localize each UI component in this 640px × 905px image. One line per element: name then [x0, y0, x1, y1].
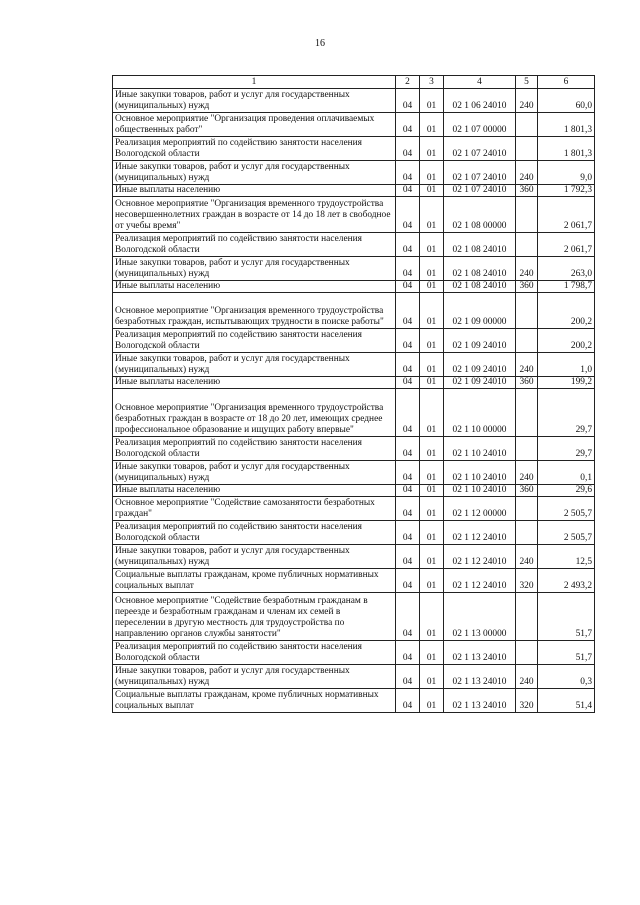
row-target-code: 02 1 08 00000	[444, 197, 516, 233]
row-subsection: 01	[420, 353, 444, 377]
header-cell: 3	[420, 76, 444, 89]
row-subsection: 01	[420, 89, 444, 113]
row-section: 04	[396, 689, 420, 713]
row-target-code: 02 1 08 24010	[444, 233, 516, 257]
row-expense-type: 240	[516, 461, 538, 485]
row-subsection: 01	[420, 593, 444, 641]
row-description: Иные закупки товаров, работ и услуг для государственных (муниципальных) нужд	[113, 161, 396, 185]
row-section: 04	[396, 461, 420, 485]
row-subsection: 01	[420, 161, 444, 185]
row-amount: 9,0	[538, 161, 595, 185]
header-row	[113, 76, 595, 89]
row-subsection: 01	[420, 569, 444, 593]
row-amount: 29,6	[538, 485, 595, 497]
row-amount: 1,0	[538, 353, 595, 377]
row-subsection: 01	[420, 497, 444, 521]
row-target-code: 02 1 13 24010	[444, 641, 516, 665]
row-section: 04	[396, 485, 420, 497]
row-section: 04	[396, 521, 420, 545]
row-expense-type	[516, 593, 538, 641]
row-section: 04	[396, 545, 420, 569]
row-section: 04	[396, 293, 420, 329]
row-amount: 200,2	[538, 293, 595, 329]
row-subsection: 01	[420, 641, 444, 665]
table-row	[113, 497, 595, 521]
row-target-code: 02 1 07 00000	[444, 113, 516, 137]
table-row	[113, 593, 595, 641]
table-row	[113, 281, 595, 293]
row-target-code: 02 1 13 24010	[444, 665, 516, 689]
row-amount: 1 801,3	[538, 137, 595, 161]
row-expense-type: 320	[516, 569, 538, 593]
row-target-code: 02 1 09 00000	[444, 293, 516, 329]
row-amount: 263,0	[538, 257, 595, 281]
header-cell: 1	[113, 76, 396, 89]
row-description: Основное мероприятие "Содействие самозанятости безработных граждан"	[113, 497, 396, 521]
budget-table	[112, 75, 595, 713]
row-amount: 199,2	[538, 377, 595, 389]
row-subsection: 01	[420, 437, 444, 461]
row-subsection: 01	[420, 137, 444, 161]
row-section: 04	[396, 641, 420, 665]
table-row	[113, 233, 595, 257]
row-description: Реализация мероприятий по содействию занятости населения Вологодской области	[113, 137, 396, 161]
row-description: Иные закупки товаров, работ и услуг для государственных (муниципальных) нужд	[113, 461, 396, 485]
row-section: 04	[396, 665, 420, 689]
row-subsection: 01	[420, 389, 444, 437]
row-amount: 29,7	[538, 437, 595, 461]
row-target-code: 02 1 09 24010	[444, 353, 516, 377]
row-expense-type	[516, 437, 538, 461]
table-row	[113, 569, 595, 593]
row-amount: 2 505,7	[538, 497, 595, 521]
table-row	[113, 377, 595, 389]
row-description: Иные выплаты населению	[113, 281, 396, 293]
row-description: Основное мероприятие "Организация проведения оплачиваемых общественных работ"	[113, 113, 396, 137]
row-section: 04	[396, 89, 420, 113]
row-expense-type: 240	[516, 665, 538, 689]
row-expense-type	[516, 197, 538, 233]
row-amount: 0,3	[538, 665, 595, 689]
row-expense-type: 240	[516, 353, 538, 377]
row-amount: 2 061,7	[538, 197, 595, 233]
table-row	[113, 521, 595, 545]
table-row	[113, 197, 595, 233]
header-cell: 4	[444, 76, 516, 89]
row-subsection: 01	[420, 461, 444, 485]
row-expense-type	[516, 137, 538, 161]
row-amount: 60,0	[538, 89, 595, 113]
row-subsection: 01	[420, 545, 444, 569]
row-section: 04	[396, 257, 420, 281]
row-section: 04	[396, 113, 420, 137]
row-target-code: 02 1 10 24010	[444, 485, 516, 497]
row-target-code: 02 1 12 00000	[444, 497, 516, 521]
row-amount: 2 505,7	[538, 521, 595, 545]
row-description: Реализация мероприятий по содействию занятости населения Вологодской области	[113, 329, 396, 353]
row-section: 04	[396, 233, 420, 257]
row-subsection: 01	[420, 197, 444, 233]
row-subsection: 01	[420, 113, 444, 137]
row-expense-type	[516, 497, 538, 521]
row-description: Основное мероприятие "Содействие безработным гражданам в переезде и безработным гражданам и членам их семей в переселении в другую местность для трудоустройства по направлению органов службы занятости"	[113, 593, 396, 641]
row-description: Реализация мероприятий по содействию занятости населения Вологодской области	[113, 437, 396, 461]
row-subsection: 01	[420, 329, 444, 353]
table-row	[113, 257, 595, 281]
table-row	[113, 437, 595, 461]
table-row	[113, 113, 595, 137]
row-subsection: 01	[420, 521, 444, 545]
row-subsection: 01	[420, 377, 444, 389]
row-expense-type	[516, 113, 538, 137]
row-subsection: 01	[420, 257, 444, 281]
table-row	[113, 137, 595, 161]
page-number: 16	[315, 38, 325, 49]
row-description: Реализация мероприятий по содействию занятости населения Вологодской области	[113, 641, 396, 665]
row-expense-type: 240	[516, 161, 538, 185]
row-section: 04	[396, 389, 420, 437]
row-section: 04	[396, 593, 420, 641]
row-target-code: 02 1 10 24010	[444, 461, 516, 485]
table-row	[113, 161, 595, 185]
header-cell: 5	[516, 76, 538, 89]
row-expense-type: 360	[516, 377, 538, 389]
row-subsection: 01	[420, 485, 444, 497]
row-target-code: 02 1 13 00000	[444, 593, 516, 641]
row-amount: 200,2	[538, 329, 595, 353]
row-target-code: 02 1 10 24010	[444, 437, 516, 461]
row-target-code: 02 1 09 24010	[444, 329, 516, 353]
row-amount: 12,5	[538, 545, 595, 569]
row-section: 04	[396, 497, 420, 521]
row-target-code: 02 1 13 24010	[444, 689, 516, 713]
row-amount: 1 792,3	[538, 185, 595, 197]
row-amount: 51,4	[538, 689, 595, 713]
row-target-code: 02 1 12 24010	[444, 569, 516, 593]
row-description: Реализация мероприятий по содействию занятости населения Вологодской области	[113, 521, 396, 545]
row-description: Реализация мероприятий по содействию занятости населения Вологодской области	[113, 233, 396, 257]
row-amount: 51,7	[538, 593, 595, 641]
row-subsection: 01	[420, 665, 444, 689]
row-subsection: 01	[420, 233, 444, 257]
row-target-code: 02 1 08 24010	[444, 257, 516, 281]
table-row	[113, 353, 595, 377]
row-subsection: 01	[420, 689, 444, 713]
table-row	[113, 485, 595, 497]
row-target-code: 02 1 12 24010	[444, 545, 516, 569]
row-expense-type: 360	[516, 485, 538, 497]
row-section: 04	[396, 137, 420, 161]
row-amount: 51,7	[538, 641, 595, 665]
table-row	[113, 689, 595, 713]
row-subsection: 01	[420, 281, 444, 293]
table-row	[113, 89, 595, 113]
table-row	[113, 545, 595, 569]
row-section: 04	[396, 281, 420, 293]
row-amount: 29,7	[538, 389, 595, 437]
row-section: 04	[396, 437, 420, 461]
row-target-code: 02 1 10 00000	[444, 389, 516, 437]
row-expense-type	[516, 293, 538, 329]
row-expense-type	[516, 521, 538, 545]
row-amount: 2 493,2	[538, 569, 595, 593]
row-expense-type: 240	[516, 89, 538, 113]
row-expense-type	[516, 329, 538, 353]
row-target-code: 02 1 08 24010	[444, 281, 516, 293]
row-description: Иные закупки товаров, работ и услуг для государственных (муниципальных) нужд	[113, 257, 396, 281]
table-row	[113, 461, 595, 485]
row-description: Иные выплаты населению	[113, 185, 396, 197]
row-target-code: 02 1 09 24010	[444, 377, 516, 389]
row-expense-type: 320	[516, 689, 538, 713]
row-target-code: 02 1 06 24010	[444, 89, 516, 113]
row-description: Основное мероприятие "Организация временного трудоустройства несовершеннолетних граждан в возрасте от 14 до 18 лет в свободное от учебы время"	[113, 197, 396, 233]
row-description: Иные выплаты населению	[113, 377, 396, 389]
row-expense-type: 360	[516, 185, 538, 197]
row-section: 04	[396, 569, 420, 593]
row-description: Иные закупки товаров, работ и услуг для государственных (муниципальных) нужд	[113, 545, 396, 569]
header-cell: 6	[538, 76, 595, 89]
row-description: Социальные выплаты гражданам, кроме публичных нормативных социальных выплат	[113, 569, 396, 593]
row-subsection: 01	[420, 185, 444, 197]
row-subsection: 01	[420, 293, 444, 329]
row-target-code: 02 1 07 24010	[444, 185, 516, 197]
row-description: Иные закупки товаров, работ и услуг для государственных (муниципальных) нужд	[113, 353, 396, 377]
row-description: Социальные выплаты гражданам, кроме публичных нормативных социальных выплат	[113, 689, 396, 713]
row-section: 04	[396, 185, 420, 197]
table-row	[113, 329, 595, 353]
row-section: 04	[396, 353, 420, 377]
table-row	[113, 641, 595, 665]
row-amount: 1 801,3	[538, 113, 595, 137]
row-description: Иные выплаты населению	[113, 485, 396, 497]
row-description: Иные закупки товаров, работ и услуг для государственных (муниципальных) нужд	[113, 665, 396, 689]
table-row	[113, 293, 595, 329]
row-description: Основное мероприятие "Организация временного трудоустройства безработных граждан, испытывающих трудности в поиске работы"	[113, 293, 396, 329]
row-target-code: 02 1 12 24010	[444, 521, 516, 545]
row-section: 04	[396, 161, 420, 185]
row-expense-type: 360	[516, 281, 538, 293]
row-section: 04	[396, 329, 420, 353]
row-target-code: 02 1 07 24010	[444, 161, 516, 185]
row-expense-type	[516, 641, 538, 665]
header-cell: 2	[396, 76, 420, 89]
row-amount: 0,1	[538, 461, 595, 485]
row-expense-type: 240	[516, 545, 538, 569]
table-row	[113, 185, 595, 197]
table-row	[113, 389, 595, 437]
row-description: Иные закупки товаров, работ и услуг для государственных (муниципальных) нужд	[113, 89, 396, 113]
row-expense-type	[516, 233, 538, 257]
row-description: Основное мероприятие "Организация временного трудоустройства безработных граждан в возрасте от 18 до 20 лет, имеющих среднее профессиональное образование и ищущих работу впервые"	[113, 389, 396, 437]
table-row	[113, 665, 595, 689]
row-target-code: 02 1 07 24010	[444, 137, 516, 161]
row-amount: 1 798,7	[538, 281, 595, 293]
row-expense-type: 240	[516, 257, 538, 281]
row-section: 04	[396, 197, 420, 233]
row-amount: 2 061,7	[538, 233, 595, 257]
row-section: 04	[396, 377, 420, 389]
row-expense-type	[516, 389, 538, 437]
